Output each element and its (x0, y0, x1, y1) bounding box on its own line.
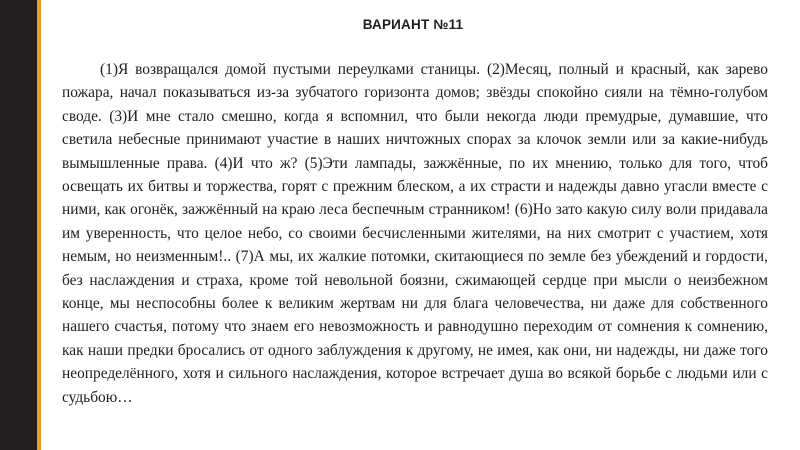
body-text: (1)Я возвращался домой пустыми переулками станицы. (2)Месяц, полный и красный, как зарево пожара, начал показываться из-за зубчатого горизонта домов; звёзды спокойно сияли на тёмно-голубом своде. (3)И мне стало смешно, когда я вспомнил, что были некогда люди премудрые, думавшие, что светила небесные принимают участие в наших ничтожных спорах за клочок земли или за какие-нибудь вымышленные права. (4)И что ж? (5)Эти лампады, зажжённые, по их мнению, только для того, чтоб освещать их битвы и торжества, горят с прежним блеском, а их страсти и надежды давно угасли вместе с ними, как огонёк, зажжённый на краю леса беспечным странником! (6)Но зато какую силу воли придавала им уверенность, что целое небо, со своими бесчисленными жителями, на них смотрит с участием, хотя немым, но неизменным!.. (7)А мы, их жалкие потомки, скитающиеся по земле без убеждений и гордости, без наслаждения и страха, кроме той невольной боязни, сжимающей сердце при мысли о неизбежном конце, мы неспособны более к великим жертвам ни для блага человечества, ни даже для собственного нашего счастья, потому что знаем его невозможность и равнодушно переходим от сомнения к сомнению, как наши предки бросались от одного заблуждения к другому, не имея, как они, ни надежды, ни даже того неопределённого, хотя и сильного наслаждения, которое встречает душа во всякой борьбе с людьми или с судьбою… (62, 61, 768, 406)
left-decorative-band (0, 0, 37, 450)
slide-content (56, 0, 770, 450)
slide-title: ВАРИАНТ №11 (362, 17, 464, 32)
left-accent-stripe (37, 0, 41, 450)
